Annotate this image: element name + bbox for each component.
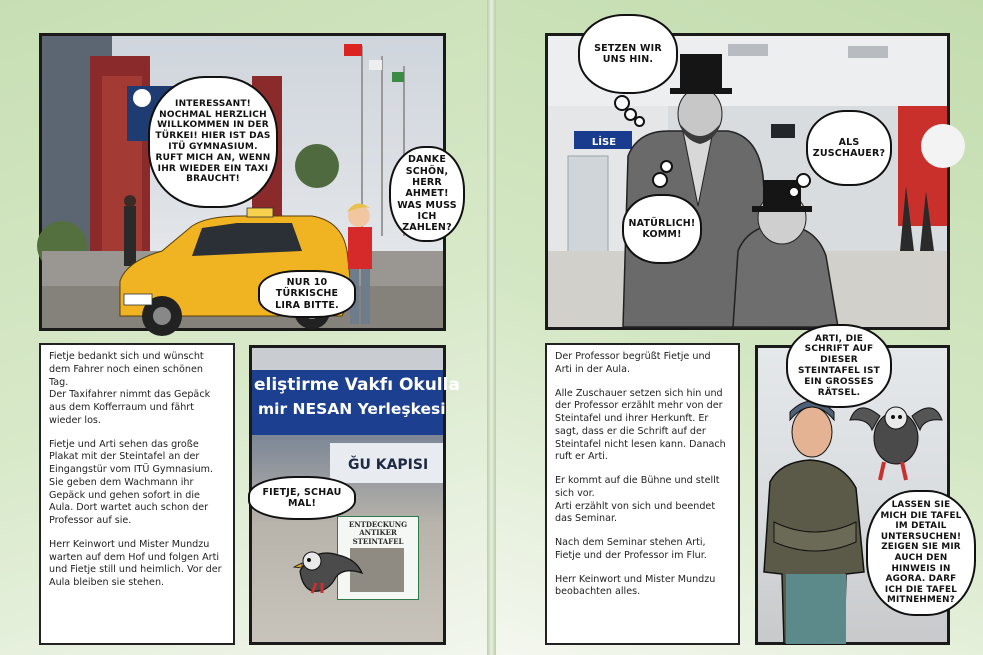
thought-dot [796, 173, 811, 188]
narration-paragraph: Herr Keinwort und Mister Mundzu warten auf dem Hof und folgen Arti und Fietje still und heimlich. Vor der Aula bleiben sie stehen. [49, 538, 222, 588]
professor-thought-bubble: SETZEN WIR UNS HIN. [578, 14, 678, 94]
poster-title: ENTDECKUNG ANTIKER STEINTAFEL [348, 520, 408, 546]
aula-panel [545, 33, 950, 330]
narration-paragraph: Er kommt auf die Bühne und stellt sich vor. Arti erzählt von sich und beendet das Seminar. [555, 475, 720, 525]
keinwort-thought-bubble: ALS ZUSCHAUER? [806, 110, 892, 186]
arti-speech-bubble: FIETJE, SCHAU MAL! [248, 476, 356, 520]
left-page [0, 0, 487, 655]
professor-speech-bubble: ARTI, DIE SCHRIFT AUF DIESER STEINTAFEL IST EIN GROSSES RÄTSEL. [786, 324, 892, 408]
narration-paragraph: Herr Keinwort und Mister Mundzu beobachten alles. [555, 573, 716, 598]
school-sign-line-2: mir NESAN Yerleşkesi [258, 400, 446, 418]
price-speech-bubble: NUR 10 TÜRKISCHE LIRA BITTE. [258, 270, 356, 318]
driver-speech-bubble: INTERESSANT! NOCHMAL HERZLICH WILLKOMMEN IN DER TÜRKEI! HIER IST DAS ITÜ GYMNASIUM. RUFT MICH AN, WENN IHR WIEDER EIN TAXI BRAUCHT! [148, 76, 278, 208]
narration-paragraph: Fietje und Arti sehen das große Plakat mit der Steintafel an der Eingangstür vom ITÜ Gymnasium. Sie geben dem Wachmann ihr Gepäck und gehen sofort in die Aula. Dort wartet auch schon der Professor auf sie. [49, 438, 214, 526]
corridor-panel [755, 333, 962, 645]
fietje-speech-bubble: DANKE SCHÖN, HERR AHMET! WAS MUSS ICH ZAHLEN? [389, 146, 465, 242]
lise-door-sign: LİSE [591, 137, 617, 148]
narration-paragraph: Nach dem Seminar stehen Arti, Fietje und der Professor im Flur. [555, 537, 707, 561]
arti-speech-bubble: LASSEN SIE MICH DIE TAFEL IM DETAIL UNTERSUCHEN! ZEIGEN SIE MIR AUCH DEN HINWEIS IN AGORA. DARF ICH DIE TAFEL MITNEHMEN? [866, 490, 976, 616]
narration-paragraph: Der Professor begrüßt Fietje und Arti in der Aula. [555, 351, 711, 375]
taxi-panel [39, 33, 457, 331]
thought-dot [652, 172, 668, 188]
right-narration-box [545, 343, 740, 645]
professor-answer-thought-bubble: NATÜRLICH! KOMM! [622, 194, 702, 264]
narration-paragraph: Fietje bedankt sich und wünscht dem Fahrer noch einen schönen Tag. Der Taxifahrer nimmt das Gepäck aus dem Kofferraum und fährt wieder los. [49, 351, 211, 426]
arti-bird-figure [850, 396, 942, 482]
thought-dot [660, 160, 673, 173]
book-gutter [487, 0, 496, 655]
thought-dot [634, 116, 645, 127]
narration-paragraph: Alle Zuschauer setzen sich hin und der Professor erzählt mehr von der Steintafel und ihrer Herkunft. Er sagt, dass er die Schrift auf der Steintafel nicht lesen kann. Danach ruft er Arti. [555, 387, 726, 463]
right-page [496, 0, 983, 655]
arti-bird-figure [292, 533, 364, 595]
thought-dot [788, 186, 800, 198]
entrance-panel [249, 345, 460, 645]
gate-sign-text: ĞU KAPISI [348, 457, 429, 473]
left-narration-box [39, 343, 235, 645]
school-sign-line-1: eliştirme Vakfı Okulla [254, 375, 460, 395]
